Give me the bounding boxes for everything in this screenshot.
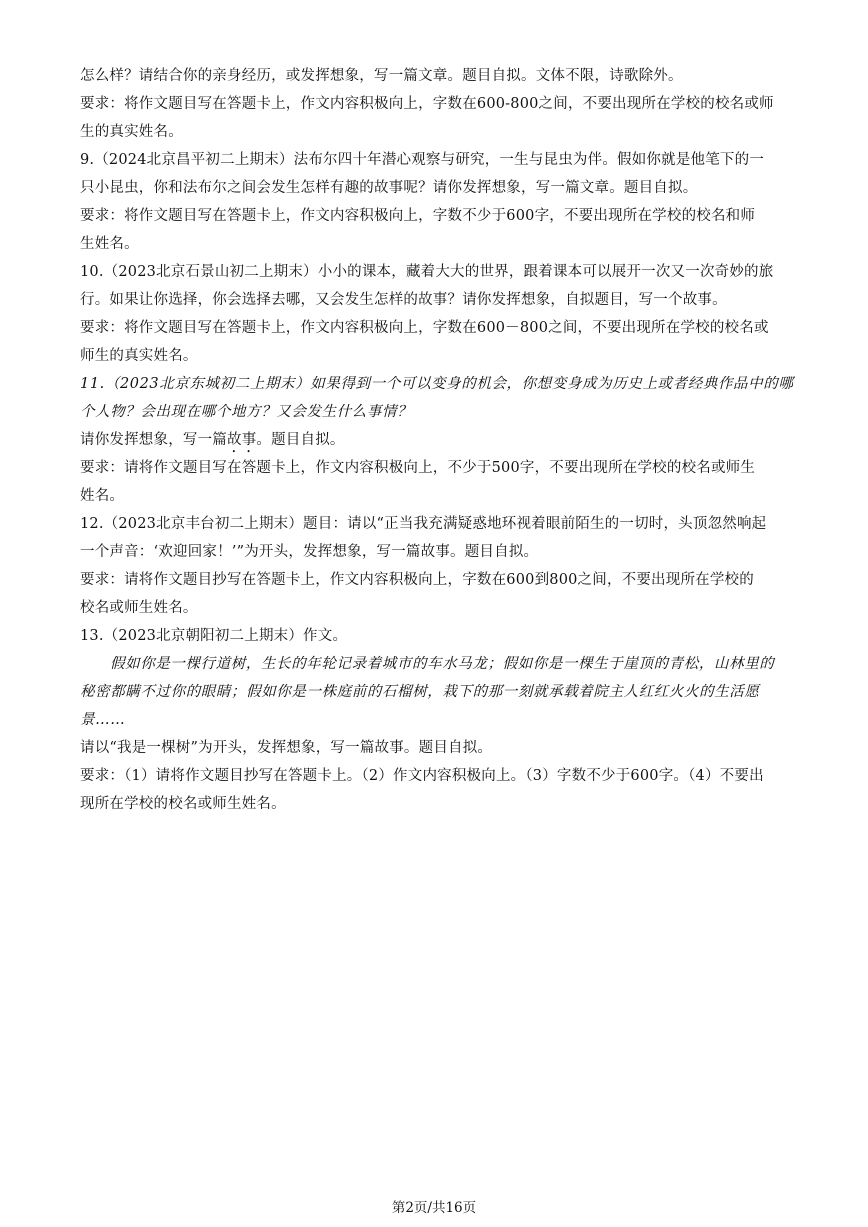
text-line: 一个声音：‘欢迎回家！’”为开头，发挥想象，写一篇故事。题目自拟。 — [80, 544, 539, 560]
text-line: 生姓名。 — [80, 236, 139, 252]
text-line: 校名或师生姓名。 — [80, 600, 198, 616]
text-line: 行。如果让你选择，你会选择去哪，又会发生怎样的故事？请你发挥想象，自拟题目，写一个故事。 — [80, 292, 727, 308]
text-line: 师生的真实姓名。 — [80, 348, 198, 364]
prompt-paragraph-line: 秘密都瞒不过你的眼睛；假如你是一株庭前的石榴树，栽下的那一刻就承载着院主人红红火火的生活愿 — [80, 684, 760, 700]
text-line: 个人物？会出现在哪个地方？又会发生什么事情？ — [80, 404, 413, 420]
text-line: 要求：（1）请将作文题目抄写在答题卡上。（2）作文内容积极向上。（3）字数不少于600字。（4）不要出 — [80, 768, 764, 784]
text-line: 要求：将作文题目写在答题卡上，作文内容积极向上，字数在600－800之间，不要出现所在学校的校名或 — [80, 320, 769, 336]
question-9-line: 9.（2024北京昌平初二上期末）法布尔四十年潜心观察与研究，一生与昆虫为伴。假如你就是他笔下的一 — [80, 152, 765, 168]
question-10-line: 10.（2023北京石景山初二上期末）小小的课本，藏着大大的世界，跟着课本可以展开一次又一次奇妙的旅 — [80, 264, 774, 280]
text-line: 要求：请将作文题目写在答题卡上，作文内容积极向上，不少于500字，不要出现所在学校的校名或师生 — [80, 460, 756, 476]
text-line: 要求：将作文题目写在答题卡上，作文内容积极向上，字数在600-800之间，不要出现所在学校的校名或师 — [80, 96, 774, 112]
text-line: 要求：请将作文题目抄写在答题卡上，作文内容积极向上，字数在600到800之间，不要出现所在学校的 — [80, 572, 754, 588]
prompt-paragraph-line: 假如你是一棵行道树，生长的年轮记录着城市的车水马龙；假如你是一棵生于崖顶的青松，山林里的 — [110, 656, 775, 672]
text-line: 现所在学校的校名或师生姓名。 — [80, 796, 286, 812]
question-13-line: 13.（2023北京朝阳初二上期末）作文。 — [80, 628, 348, 644]
text-line: 生的真实姓名。 — [80, 124, 183, 140]
question-11-line: 11.（2023北京东城初二上期末）如果得到一个可以变身的机会，你想变身成为历史上或者经典作品中的哪 — [80, 376, 794, 392]
text-line: 要求：将作文题目写在答题卡上，作文内容积极向上，字数不少于600字，不要出现所在学校的校名和师 — [80, 208, 756, 224]
question-12-line: 12.（2023北京丰台初二上期末）题目：请以“正当我充满疑惑地环视着眼前陌生的一切时，头顶忽然响起 — [80, 516, 767, 532]
page-content — [80, 62, 792, 818]
page-number: 第2页/共16页 — [391, 1200, 477, 1216]
text-line-emphasis: 请你发挥想象，写一篇故事。题目自拟。 — [80, 432, 345, 448]
emphasized-word: 故事 — [227, 432, 257, 448]
text-line: 姓名。 — [80, 488, 125, 504]
text-line: 怎么样？请结合你的亲身经历，或发挥想象，写一篇文章。题目自拟。文体不限，诗歌除外。 — [80, 68, 683, 84]
text-line: 只小昆虫，你和法布尔之间会发生怎样有趣的故事呢？请你发挥想象，写一篇文章。题目自拟。 — [80, 180, 698, 196]
prompt-paragraph-line: 景…… — [80, 712, 126, 728]
text-line: 请以“我是一棵树”为开头，发挥想象，写一篇故事。题目自拟。 — [80, 740, 493, 756]
